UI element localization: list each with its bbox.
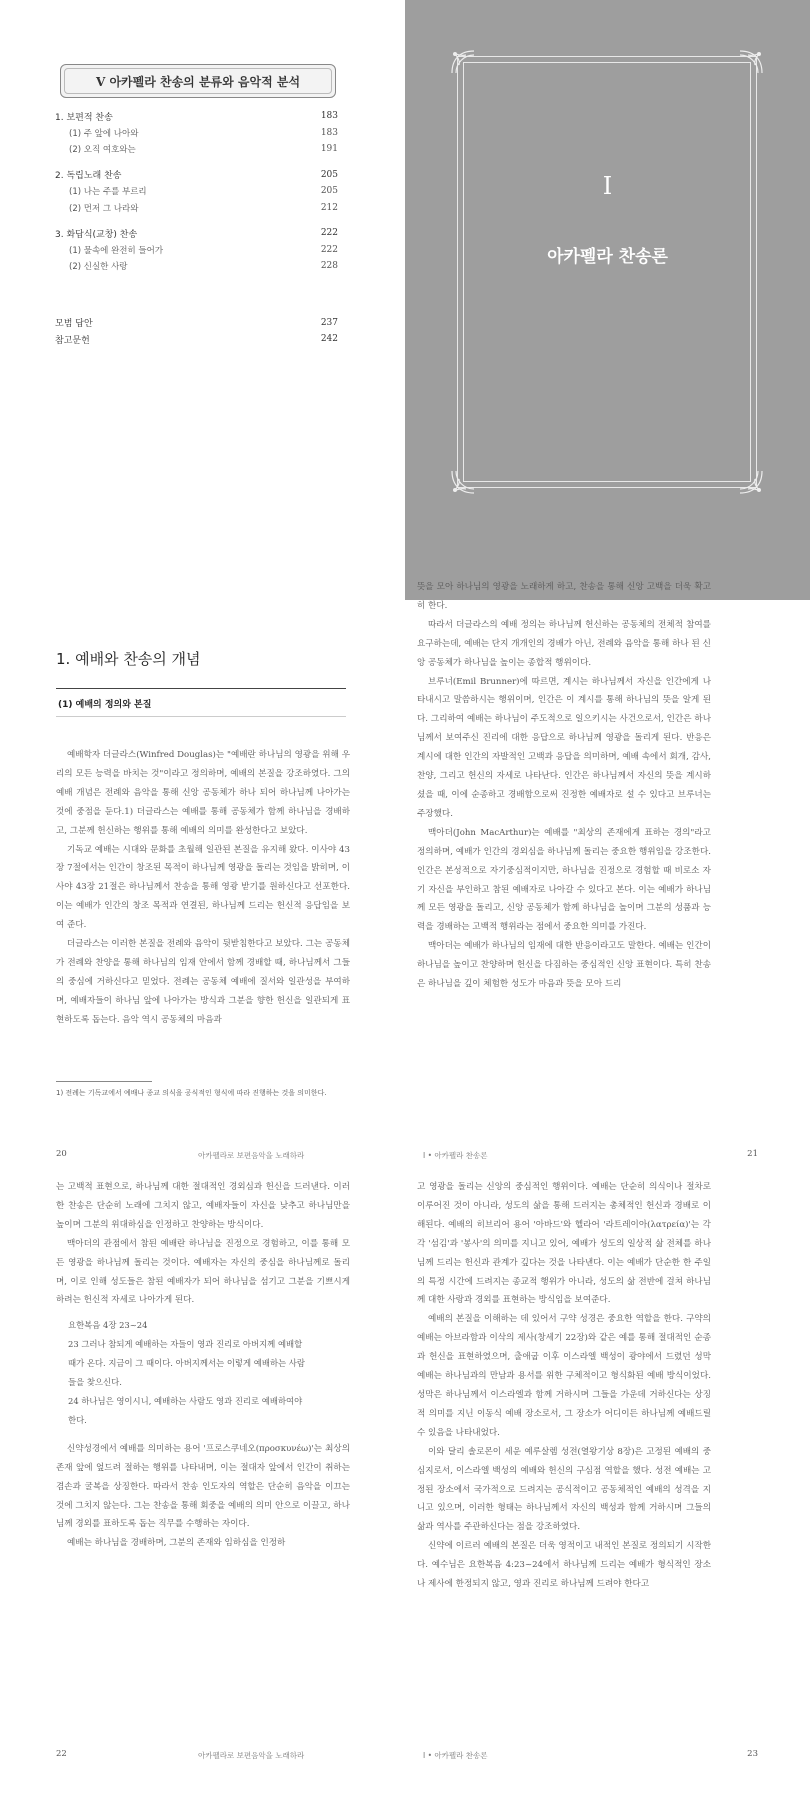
- quote-line: 한다.: [68, 1414, 87, 1425]
- toc-entry-title: 3. 화답식(교창) 찬송: [55, 229, 138, 240]
- toc-entry-page: 205: [320, 186, 338, 197]
- page-number: 22: [56, 1749, 67, 1759]
- toc-section-header: V 아카펠라 찬송의 분류와 음악적 분석: [60, 64, 336, 98]
- page-number: 23: [747, 1749, 758, 1759]
- page-number: 21: [747, 1149, 758, 1159]
- corner-flourish-icon: [738, 49, 764, 75]
- toc-entry-page: 237: [320, 317, 338, 328]
- toc-entry[interactable]: [55, 200, 338, 217]
- page-22: [0, 1182, 405, 1800]
- toc-page: [0, 0, 405, 600]
- toc-entry-title: (2) 오직 여호와는: [69, 145, 136, 156]
- toc-entry-title: 2. 독립노래 찬송: [55, 171, 122, 182]
- toc-entry[interactable]: [55, 242, 338, 259]
- toc-entry[interactable]: [55, 183, 338, 200]
- table-of-contents: [55, 108, 338, 348]
- toc-entry-title: 모범 답안: [55, 319, 93, 330]
- spread-pages-20-21: [0, 582, 810, 1200]
- paragraph: 예배는 하나님을 경배하며, 그분의 존재와 임하심을 인정하: [67, 1538, 286, 1549]
- toc-entry[interactable]: [55, 225, 338, 242]
- toc-entry-page: 228: [320, 261, 338, 272]
- toc-entry-page: 183: [320, 111, 338, 122]
- page-20: [0, 600, 405, 1200]
- body-text: [417, 578, 711, 994]
- running-head: 아카펠라로 보편음악을 노래하라: [198, 1151, 305, 1160]
- toc-entry-page: 242: [320, 334, 338, 345]
- toc-entry[interactable]: [55, 108, 338, 125]
- paragraph: 예배의 본질을 이해하는 데 있어서 구약 성경은 중요한 역할을 한다. 구약의 예배는 아브라함과 이삭의 제사(창세기 22장)와 같은 예를 통해 절대적인 순종과 헌신을 표현하였으며, 출애굽 이후 이스라엘 백성이 광야에서 드렸던 성막 예배는 하나님과의 만남과 용서를 위한 구체적이고 형식화된 예배 방식이었다. 성막은 하나님께서 이스라엘과 함께 거하시며 그들을 가운데 거하신다는 상징적 의미를 지닌 이동식 예배 장소로서, 그 장소가 어디이든 하나님께 예배드릴 수 있음을 나타내었다.: [417, 1314, 711, 1438]
- toc-entry-title: (2) 먼저 그 나라와: [69, 203, 139, 214]
- toc-entry[interactable]: [55, 331, 338, 348]
- toc-entry-title: (1) 주 앞에 나아와: [69, 128, 139, 139]
- toc-entry-title: (1) 물속에 완전히 들어가: [69, 245, 164, 256]
- toc-entry-title: (2) 신실한 사랑: [69, 262, 128, 273]
- paragraph: 맥아더의 관점에서 참된 예배란 하나님을 진정으로 경험하고, 이를 통해 모든 영광을 하나님께 돌리는 것이다. 예배자는 자신의 중심을 하나님께로 돌리며, 이로 인해 성도들은 참된 예배자가 되어 하나님을 섬기고 그분을 기쁘시게 하려는 헌신적 자세로 나아가게 된다.: [56, 1238, 350, 1306]
- paragraph: 맥아더는 예배가 하나님의 임재에 대한 반응이라고도 말한다. 예배는 인간이 하나님을 높이고 찬양하며 헌신을 다짐하는 중심적인 신앙 표현이다. 특히 찬송은 하나님을 깊이 체험한 성도가 마음과 뜻을 모아 드리: [417, 941, 711, 990]
- paragraph: 맥아더(John MacArthur)는 예배를 "최상의 존재에게 표하는 경의"라고 정의하며, 예배가 인간의 경외심을 하나님께 돌리는 중요한 행위임을 강조한다. 인간은 본성적으로 자기중심적이지만, 하나님을 진정으로 경험할 때 비로소 자기 자신을 부인하고 참된 예배자로 나아갈 수 있다고 본다. 이는 예배가 하나님께 모든 영광을 돌리고, 신앙 공동체가 함께 하나님을 높이며 그분의 성품과 능력을 경배하는 고백적 행위라는 점에서 중요한 의미를 가진다.: [417, 827, 711, 933]
- quote-line: 때가 온다. 지금이 그 때이다. 아버지께서는 이렇게 예배하는 사람: [68, 1358, 305, 1369]
- paragraph: 이와 달리 솔로몬이 세운 예루살렘 성전(열왕기상 8장)은 고정된 예배의 중심지로서, 이스라엘 백성의 예배와 헌신의 구심점 역할을 했다. 성전 예배는 고정된 장소에서 국가적으로 드려지는 공식적이고 공동체적인 예배의 성격을 지니고 있으며, 이러한 형태는 하나님께서 자신의 백성과 함께 거하시며 그들의 삶과 역사를 주관하신다는 점을 강조하였다.: [417, 1446, 711, 1533]
- toc-entry-page: 222: [320, 228, 338, 239]
- paragraph: 따라서 더글라스의 예배 정의는 하나님께 헌신하는 공동체의 전체적 참여를 요구하는데, 예배는 단지 개개인의 경배가 아닌, 전례와 음악을 통해 하나 된 신앙 공동체가 하나님을 높이는 종합적 행위이다.: [417, 619, 711, 668]
- body-text: [56, 1178, 350, 1553]
- subsection-heading: (1) 예배의 정의와 본질: [56, 688, 346, 717]
- running-head: 아카펠라로 보편음악을 노래하라: [198, 1751, 305, 1760]
- scripture-quote: [56, 1316, 350, 1429]
- page-23: [405, 1182, 810, 1800]
- page-number: 20: [56, 1149, 67, 1159]
- spread-pages-22-23: [0, 1182, 810, 1800]
- paragraph: 브루너(Emil Brunner)에 따르면, 계시는 하나님께서 자신을 인간에게 나타내시고 말씀하시는 행위이며, 인간은 이 계시를 통해 하나님의 뜻을 알게 된다. 그리하여 예배는 하나님이 주도적으로 일으키시는 사건으로서, 인간은 하나님께서 보여주신 진리에 대한 응답으로 하나님께 영광을 돌리게 된다. 반응은 계시에 대한 인간의 자발적인 고백과 응답을 의미하며, 예배 속에서 회개, 감사, 찬양, 그리고 헌신의 자세로 나타난다. 인간은 하나님께서 자신의 뜻을 계시하셨을 때, 이에 순종하고 경배함으로써 진정한 예배자로 설 수 있다고 브루너는 주장했다.: [417, 676, 711, 819]
- quote-line: 요한복음 4장 23~24: [68, 1320, 148, 1331]
- toc-entry-title: (1) 나는 주를 부르리: [69, 187, 147, 198]
- corner-flourish-icon: [738, 469, 764, 495]
- paragraph: 예배학자 더글라스(Winfred Douglas)는 "예배란 하나님의 영광을 위해 우리의 모든 능력을 바치는 것"이라고 정의하며, 예배의 본질을 강조하였다. 그의 예배 개념은 전례와 음악을 통해 신앙 공동체가 하나 되어 하나님께 나아가는 것에 중점을 둔다.1) 더글라스는 예배를 통해 공동체가 함께 하나님을 경배하고, 그분께 헌신하는 행위를 통해 예배의 의미를 완성한다고 보았다.: [56, 750, 350, 836]
- body-text: [417, 1178, 711, 1594]
- quote-line: 23 그러나 참되게 예배하는 자들이 영과 진리로 아버지께 예배할: [68, 1339, 303, 1350]
- toc-entry-page: 183: [320, 127, 338, 138]
- toc-entry[interactable]: [55, 141, 338, 158]
- paragraph: 신약성경에서 예배를 의미하는 용어 '프로스쿠네오(προσκυνέω)'는 최상의 존재 앞에 엎드려 절하는 행위를 나타내며, 이는 절대자 앞에서 인간이 취하는 겸손과 굴복을 상징한다. 따라서 찬송 인도자의 역할은 단순히 음악을 이끄는 것에 그치지 않는다. 그는 찬송을 통해 회중을 예배의 의미 안으로 이끌고, 하나님께 경외를 표하도록 돕는 직무를 수행하는 자이다.: [56, 1443, 350, 1530]
- paragraph: 고 영광을 돌리는 신앙의 중심적인 행위이다. 예배는 단순히 의식이나 절차로 이루어진 것이 아니라, 성도의 삶을 통해 드러지는 총체적인 헌신과 경배로 이해된다. 예배의 히브리어 용어 '아바드'와 헬라어 '라트레이아(λατρεία)'는 각각 '섬김'과 '봉사'의 의미를 지니고 있어, 예배가 성도의 일상적 삶 전체를 하나님께 드리는 헌신과 관계가 깊다는 것을 나타낸다. 이는 예배가 단순한 한 주일의 특정 시간에 드려지는 종교적 행위가 아니라, 성도의 삶 전반에 걸쳐 하나님께 대한 사랑과 경외를 표현하는 방식임을 보여준다.: [417, 1182, 711, 1306]
- toc-entry-page: 222: [320, 244, 338, 255]
- section-heading: 1. 예배와 찬송의 개념: [56, 650, 201, 668]
- paragraph: 는 고백적 표현으로, 하나님께 대한 절대적인 경외심과 헌신을 드러낸다. 이러한 찬송은 단순히 노래에 그치지 않고, 예배자들이 자신을 낮추고 하나님만을 높이며 그분의 위대하심을 인정하고 찬양하는 방식이다.: [56, 1182, 350, 1230]
- ornamental-frame: [457, 56, 757, 488]
- paragraph: 뜻을 모아 하나님의 영광을 노래하게 하고, 찬송을 통해 신앙 고백을 더욱 확고히 한다.: [417, 582, 711, 611]
- corner-flourish-icon: [450, 49, 476, 75]
- quote-line: 24 하나님은 영이시니, 예배하는 사람도 영과 진리로 예배하여야: [68, 1395, 303, 1406]
- chapter-title-page: [405, 0, 810, 600]
- toc-entry-page: 212: [320, 202, 338, 213]
- toc-entry-title: 1. 보편적 찬송: [55, 112, 113, 123]
- footnote: 1) 전례는 기독교에서 예배나 종교 의식을 공식적인 형식에 따라 진행하는 것을 의미한다.: [56, 1089, 327, 1097]
- toc-entry-page: 205: [320, 169, 338, 180]
- paragraph: 기독교 예배는 시대와 문화를 초월해 일관된 본질을 유지해 왔다. 이사야 43장 7절에서는 인간이 창조된 목적이 하나님께 영광을 돌리는 것임을 밝히며, 이사야 43장 21절은 하나님께서 찬송을 통해 영광 받기를 원하신다고 선포한다. 이는 예배가 인간의 창조 목적과 연결된, 하나님께 드리는 헌신적 응답임을 보여 준다.: [56, 844, 350, 931]
- footnote-divider: [56, 1081, 152, 1082]
- toc-entry[interactable]: [55, 125, 338, 142]
- paragraph: 신약에 이르러 예배의 본질은 더욱 영적이고 내적인 본질로 정의되기 시작한다. 예수님은 요한복음 4:23~24에서 하나님께 드리는 예배가 형식적인 장소나 제사에 한정되지 않고, 영과 진리로 하나님께 드려야 한다고: [417, 1541, 711, 1590]
- chapter-title: 아카펠라 찬송론: [547, 247, 668, 267]
- running-head: I • 아카펠라 찬송론: [423, 1151, 488, 1160]
- running-head: I • 아카펠라 찬송론: [423, 1751, 488, 1760]
- chapter-numeral: I: [602, 172, 613, 200]
- quote-line: 들을 찾으신다.: [68, 1377, 122, 1388]
- body-text: [56, 746, 350, 1030]
- toc-entry[interactable]: [55, 258, 338, 275]
- toc-entry[interactable]: [55, 315, 338, 332]
- toc-entry[interactable]: [55, 167, 338, 184]
- page-21: [405, 582, 810, 1200]
- toc-entry-title: 참고문헌: [55, 335, 90, 346]
- corner-flourish-icon: [450, 469, 476, 495]
- spread-toc-chapter: [0, 0, 810, 600]
- paragraph: 더글라스는 이러한 본질을 전례와 음악이 뒷받침한다고 보았다. 그는 공동체가 전례와 찬양을 통해 하나님의 임재 안에서 함께 경배할 때, 하나님께서 그들의 중심에 거하신다고 믿었다. 전례는 공동체 예배에 질서와 일관성을 부여하며, 예배자들이 하나님 앞에 나아가는 방식과 그분을 향한 헌신을 일관되게 표현하도록 돕는다. 음악 역시 공동체의 마음과: [56, 939, 350, 1025]
- toc-entry-page: 191: [320, 144, 338, 155]
